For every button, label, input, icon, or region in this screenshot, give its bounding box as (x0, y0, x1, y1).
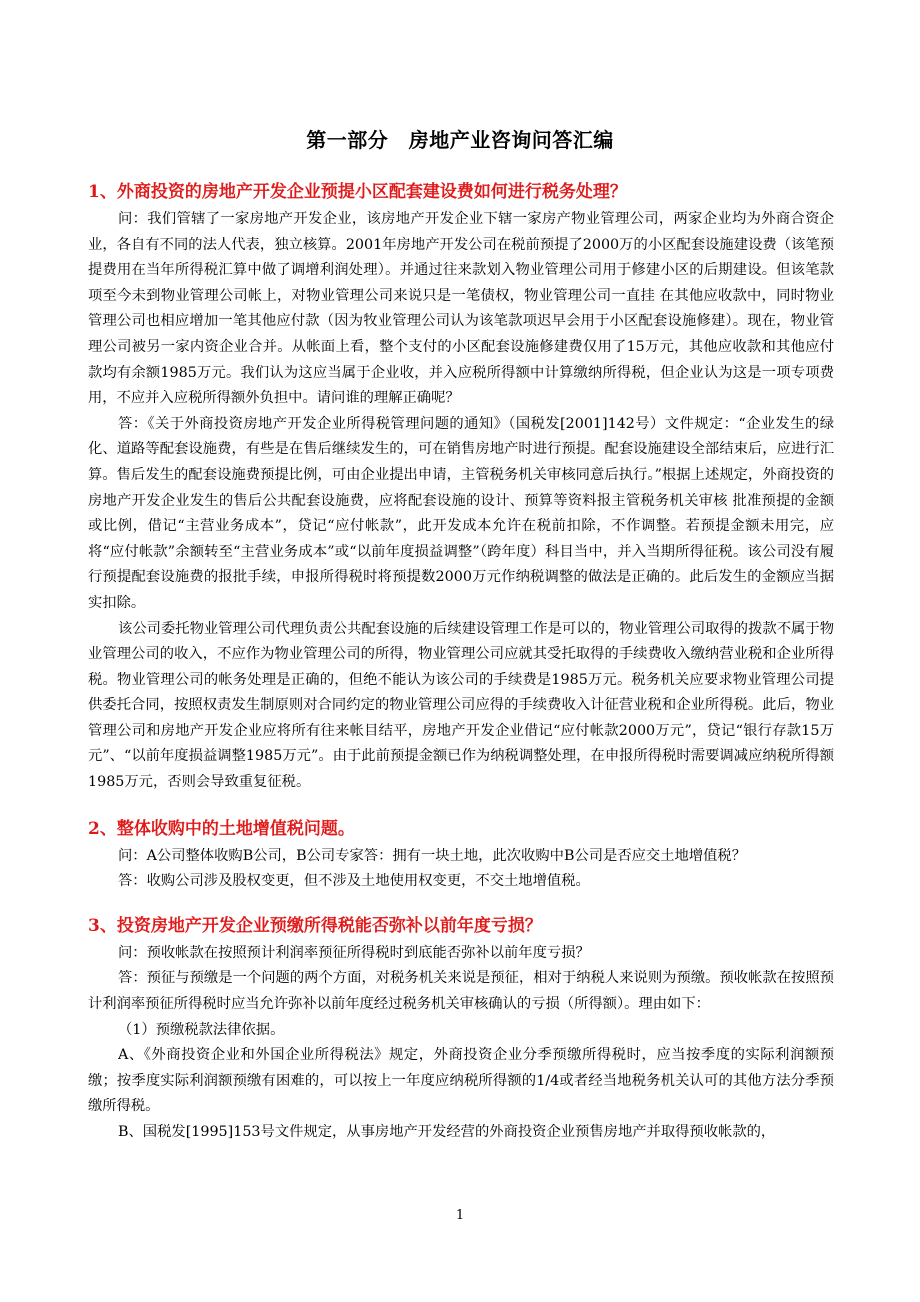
document-body (88, 180, 834, 1146)
section-3 (88, 914, 834, 1146)
answer-paragraph: 答：预征与预缴是一个问题的两个方面，对税务机关来说是预征，相对于纳税人来说则为预缴。预收帐款在按照预计利润率预征所得税时应当允许弥补以前年度经过税务机关审核确认的亏损（所得额）。理由如下： (88, 970, 834, 1013)
question-paragraph: 问：A公司整体收购B公司，B公司专家答：拥有一块土地，此次收购中B公司是否应交土地增值税？ (118, 847, 747, 864)
question-paragraph: 问：我们管辖了一家房地产开发企业，该房地产开发企业下辖一家房产物业管理公司，两家企业均为外商合资企业，各自有不同的法人代表，独立核算。2001年房地产开发公司在税前预提了2000万的小区配套设施建设费（该笔预提费用在当年所得税汇算中做了调增利润处理）。并通过往来款划入物业管理公司用于修建小区的后期建设。但该笔款项至今未到物业管理公司帐上，对物业管理公司来说只是一笔债权，物业管理公司一直挂 在其他应收款中，同时物业管理公司也相应增加一笔其他应付款（因为牧业管理公司认为该笔款项迟早会用于小区配套设施修建）。现在，物业管理公司被另一家内资企业合并。从帐面上看，整个支付的小区配套设施修建费仅用了15万元，其他应收款和其他应付款均有余额1985万元。我们认为这应当属于企业收，并入应税所得额中计算缴纳所得税，但企业认为这是一项专项费用，不应并入应税所得额外负担中。请问谁的理解正确呢？ (88, 211, 834, 407)
section-heading: 2、整体收购中的土地增值税问题。 (88, 818, 355, 839)
question-paragraph: 问：预收帐款在按照预计利润率预征所得税时到底能否弥补以前年度亏损？ (118, 944, 590, 961)
list-item-paragraph: （1）预缴税款法律依据。 (118, 1021, 285, 1038)
section-heading: 3、投资房地产开发企业预缴所得税能否弥补以前年度亏损？ (88, 915, 542, 936)
answer-paragraph: 答：《关于外商投资房地产开发企业所得税管理问题的通知》（国税发[2001]142号）文件规定：“企业发生的绿化、道路等配套设施费，有些是在售后继续发生的，可在销售房地产时进行预提。配套设施建设全部结束后，应进行汇算。售后发生的配套设施费预提比例，可由企业提出申请，主管税务机关审核同意后执行。”根据上述规定，外商投资的房地产开发企业发生的售后公共配套设施费，应将配套设施的设计、预算等资料报主管税务机关审核 批准预提的金额或比例，借记“主营业务成本”，贷记“应付帐款”，此开发成本允许在税前扣除，不作调整。若预提金额未用完，应将“应付帐款”余额转至“主营业务成本”或“以前年度损益调整”（跨年度）科目当中，并入当期所得征税。该公司没有履行预提配套设施费的报批手续，申报所得税时将预提数2000万元作纳税调整的做法是正确的。此后发生的金额应当据实扣除。 (88, 415, 834, 611)
body-paragraph: A、《外商投资企业和外国企业所得税法》规定，外商投资企业分季预缴所得税时，应当按季度的实际利润额预缴；按季度实际利润额预缴有困难的，可以按上一年度应纳税所得额的1/4或者经当地税务机关认可的其他方法分季预缴所得税。 (88, 1047, 834, 1115)
section-2 (88, 817, 834, 895)
section-heading: 1、外商投资的房地产开发企业预提小区配套建设费如何进行税务处理？ (88, 182, 627, 202)
page-title: 第一部分 房地产业咨询问答汇编 (306, 128, 614, 152)
section-spacer (88, 895, 834, 914)
body-paragraph: 该公司委托物业管理公司代理负责公共配套设施的后续建设管理工作是可以的，物业管理公司取得的拨款不属于物业管理公司的收入，不应作为物业管理公司的所得，物业管理公司应就其受托取得的手续费收入缴纳营业税和企业所得税。物业管理公司的帐务处理是正确的，但绝不能认为该公司的手续费是1985万元。税务机关应要求物业管理公司提供委托合同，按照权责发生制原则对合同约定的物业管理公司应得的手续费收入计征营业税和企业所得税。此后，物业管理公司和房地产开发企业应将所有往来帐目结平，房地产开发企业借记“应付帐款2000万元”，贷记“银行存款15万元”、“以前年度损益调整1985万元”。由于此前预提金额已作为纳税调整处理，在申报所得税时需要调减应纳税所得额1985万元，否则会导致重复征税。 (88, 620, 834, 791)
body-paragraph: B、国税发[1995]153号文件规定，从事房地产开发经营的外商投资企业预售房地产并取得预收帐款的， (118, 1124, 776, 1140)
section-spacer (88, 796, 834, 817)
section-1 (88, 180, 834, 796)
page-number: 1 (455, 1208, 465, 1223)
answer-paragraph: 答：收购公司涉及股权变更，但不涉及土地使用权变更，不交土地增值税。 (118, 873, 590, 890)
